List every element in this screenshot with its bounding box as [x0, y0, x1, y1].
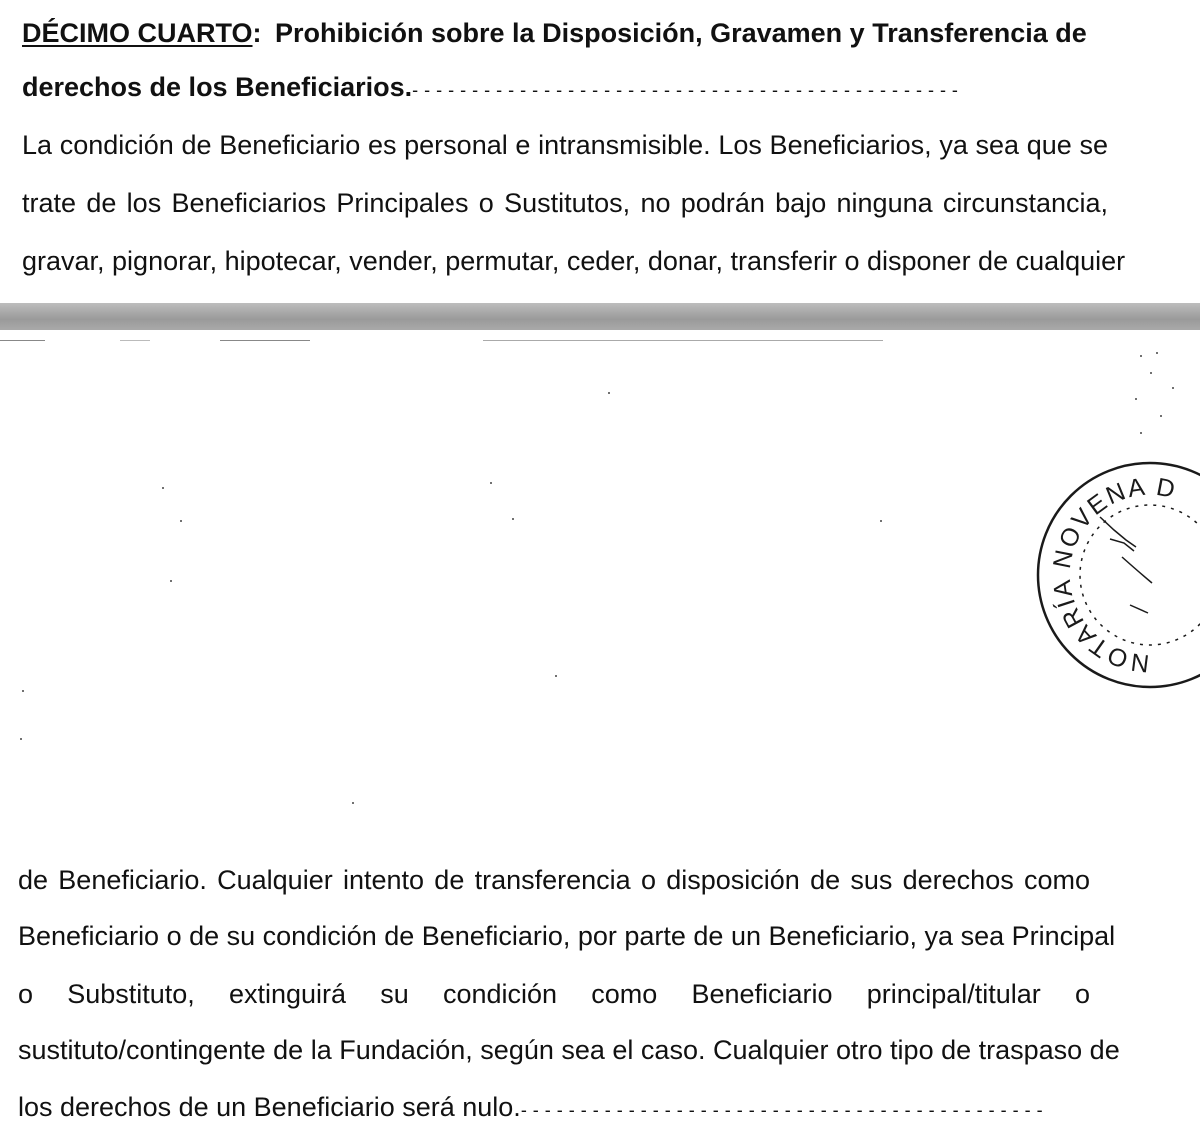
top-paragraph-line-2: trate de los Beneficiarios Principales o Sustitutos, no podrán bajo ninguna circunstancia, [22, 188, 1108, 218]
scan-speck [1172, 387, 1174, 389]
bottom-paragraph-line-4: sustituto/contingente de la Fundación, según sea el caso. Cualquier otro tipo de traspaso de [18, 1035, 1120, 1065]
scan-speck [555, 675, 557, 677]
scan-speck [170, 580, 172, 582]
clause-number: DÉCIMO CUARTO [22, 18, 253, 48]
scan-artifact-rule [483, 340, 883, 341]
scan-speck [1140, 355, 1142, 357]
clause-colon: : [252, 18, 262, 48]
scan-speck [1160, 415, 1162, 417]
scan-speck [180, 520, 182, 522]
heading-fill-dashes: - - - - - - - - - - - - - - - - - - - - - - - - - - - - - - - - - - - - - - - - - - - - - - [412, 80, 959, 100]
page-separator [0, 303, 1200, 330]
seal-inner-ring [1080, 505, 1200, 645]
scan-speck [608, 392, 610, 394]
scan-speck [490, 482, 492, 484]
top-paragraph-line-1: La condición de Beneficiario es personal e intransmisible. Los Beneficiarios, ya sea que se [22, 130, 1108, 160]
seal-text: NOTARÍA NOVENA D [1047, 472, 1180, 678]
scan-speck [1156, 352, 1158, 354]
bottom-paragraph-line-5 [18, 1090, 1043, 1127]
bottom-paragraph-line-1: de Beneficiario. Cualquier intento de transferencia o disposición de sus derechos como [18, 865, 1090, 895]
seal-emblem-icon [1100, 517, 1152, 613]
scan-artifact-rule [0, 340, 45, 341]
scan-speck [1140, 432, 1142, 434]
scan-speck [512, 518, 514, 520]
scan-speck [20, 738, 22, 740]
scan-speck [162, 487, 164, 489]
scan-artifact-rule [120, 340, 150, 341]
clause-title-part-1: Prohibición sobre la Disposición, Gravamen y Transferencia de [275, 18, 1087, 48]
scan-artifact-rule [220, 340, 310, 341]
scan-speck [880, 520, 882, 522]
scan-speck [22, 690, 24, 692]
scan-speck [352, 802, 354, 804]
bottom-paragraph-line-3: o Substituto, extinguirá su condición como Beneficiario principal/titular o [18, 979, 1090, 1009]
final-sentence: los derechos de un Beneficiario será nulo. [18, 1092, 521, 1122]
bottom-paragraph-line-2: Beneficiario o de su condición de Beneficiario, por parte de un Beneficiario, ya sea Principal [18, 921, 1116, 951]
document-page-top [0, 0, 1200, 303]
clause-heading-line-1 [22, 16, 1108, 50]
final-fill-dashes: - - - - - - - - - - - - - - - - - - - - - - - - - - - - - - - - - - - - - - - - - - - - [520, 1100, 1044, 1120]
scan-speck [1135, 398, 1137, 400]
clause-title-part-2: derechos de los Beneficiarios. [22, 72, 413, 102]
top-paragraph-line-3: gravar, pignorar, hipotecar, vender, permutar, ceder, donar, transferir o disponer de cualquier [22, 246, 1126, 276]
scan-speck [1150, 372, 1152, 374]
notary-seal [1030, 455, 1200, 695]
clause-heading-line-2 [22, 70, 958, 107]
